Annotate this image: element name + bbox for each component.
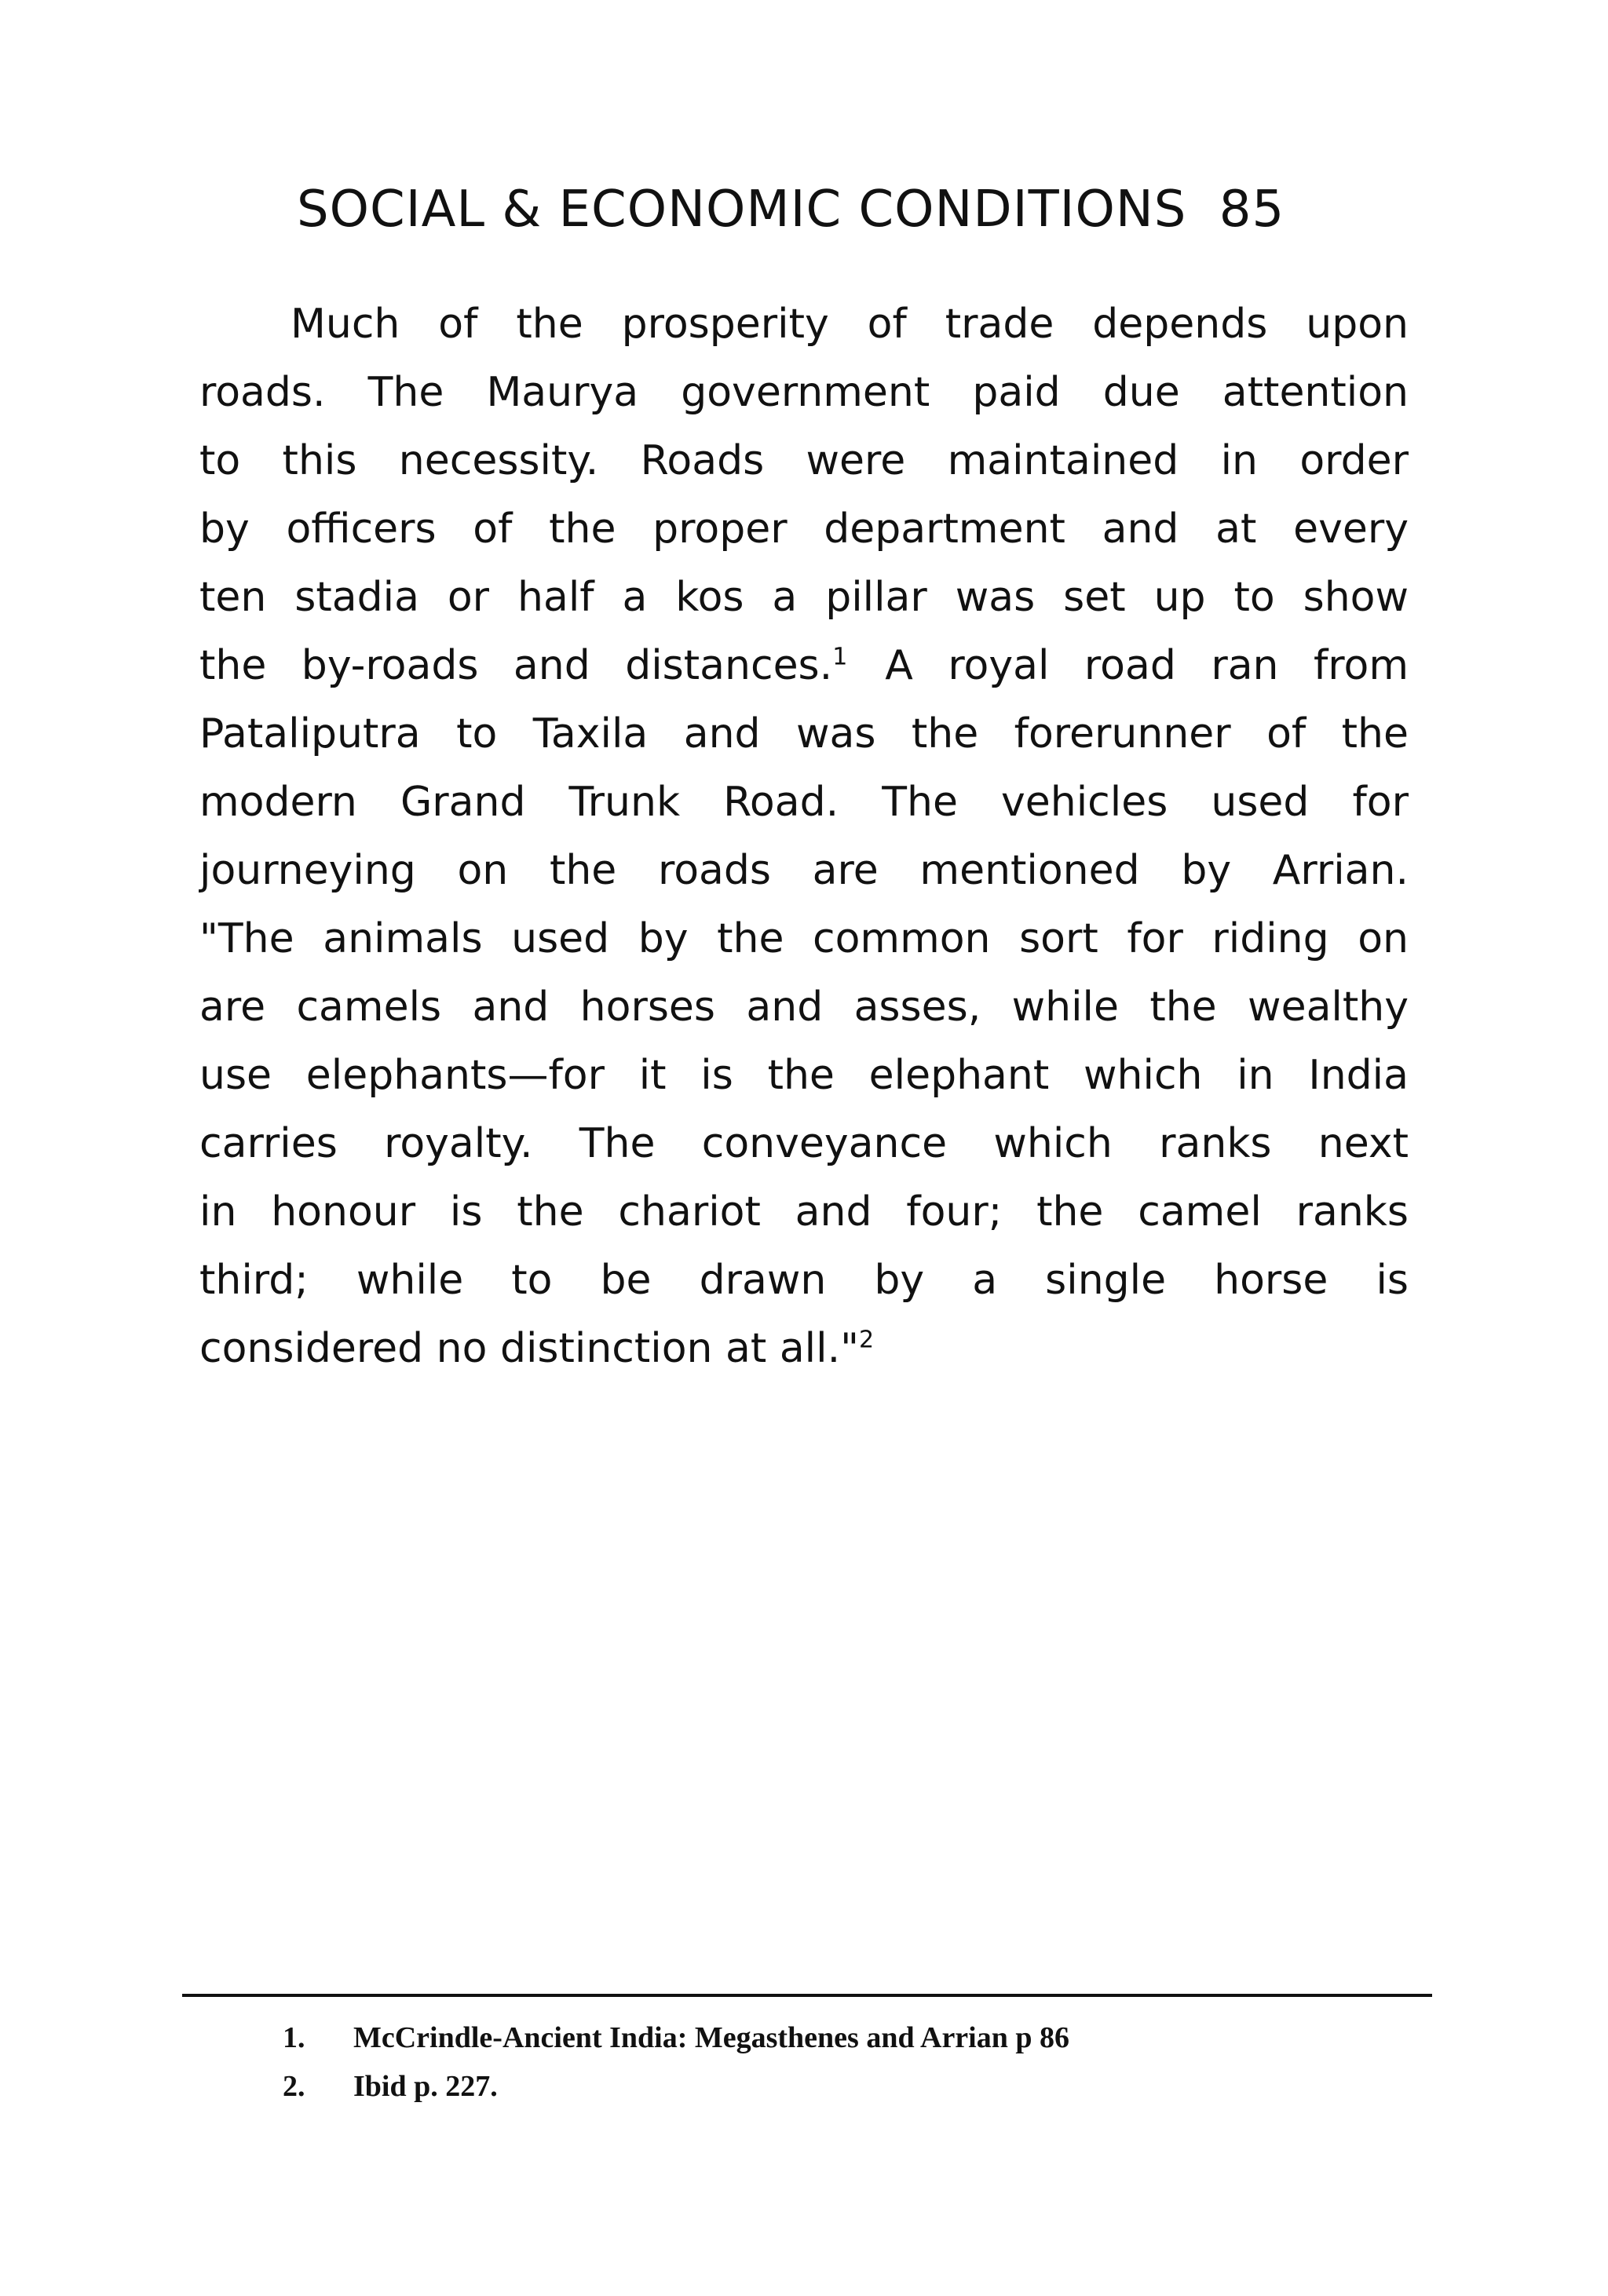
footnote-item: [283, 2062, 1382, 2111]
footnote-number: 2.: [283, 2070, 305, 2103]
text-line: by officers of the proper department and at every: [199, 506, 1409, 553]
footnote-divider: [182, 1994, 1432, 1997]
footnote-text: McCrindle-Ancient India: Megasthenes and Arrian p 86: [353, 2021, 1069, 2054]
text-line: carries royalty. The conveyance which ranks next: [199, 1120, 1409, 1167]
footnote-mark: 1: [832, 643, 848, 671]
text-line: in honour is the chariot and four; the camel ranks: [199, 1188, 1409, 1236]
footnote-text: Ibid p. 227.: [353, 2070, 498, 2103]
footnote-item: [283, 2013, 1382, 2062]
text-line: "The animals used by the common sort for riding on: [199, 915, 1409, 962]
running-title: SOCIAL & ECONOMIC CONDITIONS: [297, 181, 1187, 239]
text-line: journeying on the roads are mentioned by Arrian.: [199, 847, 1409, 894]
page-number: 85: [1219, 181, 1285, 239]
text-line: modern Grand Trunk Road. The vehicles used for: [199, 779, 1409, 826]
text-line: third; while to be drawn by a single horse is: [199, 1257, 1409, 1304]
text-line: ten stadia or half a kos a pillar was set up to show: [199, 574, 1409, 621]
text-line: roads. The Maurya government paid due attention: [199, 369, 1409, 416]
text-line: use elephants—for it is the elephant which in India: [199, 1052, 1409, 1099]
text-line: Much of the prosperity of trade depends upon: [291, 301, 1409, 348]
footnotes: [283, 2013, 1382, 2111]
footnote-number: 1.: [283, 2021, 305, 2054]
text-line: are camels and horses and asses, while the wealthy: [199, 984, 1409, 1031]
text-line: considered no distinction at all."$^2$: [199, 1325, 875, 1372]
text-line: to this necessity. Roads were maintained in order: [199, 437, 1409, 484]
text-line: the by-roads and distances.$^1$ A royal road ran from: [199, 642, 1409, 689]
running-header: [297, 174, 1412, 245]
body-paragraph: [199, 290, 1409, 1383]
footnote-mark: 2: [859, 1326, 875, 1354]
text-line: Pataliputra to Taxila and was the forerunner of the: [199, 710, 1409, 757]
